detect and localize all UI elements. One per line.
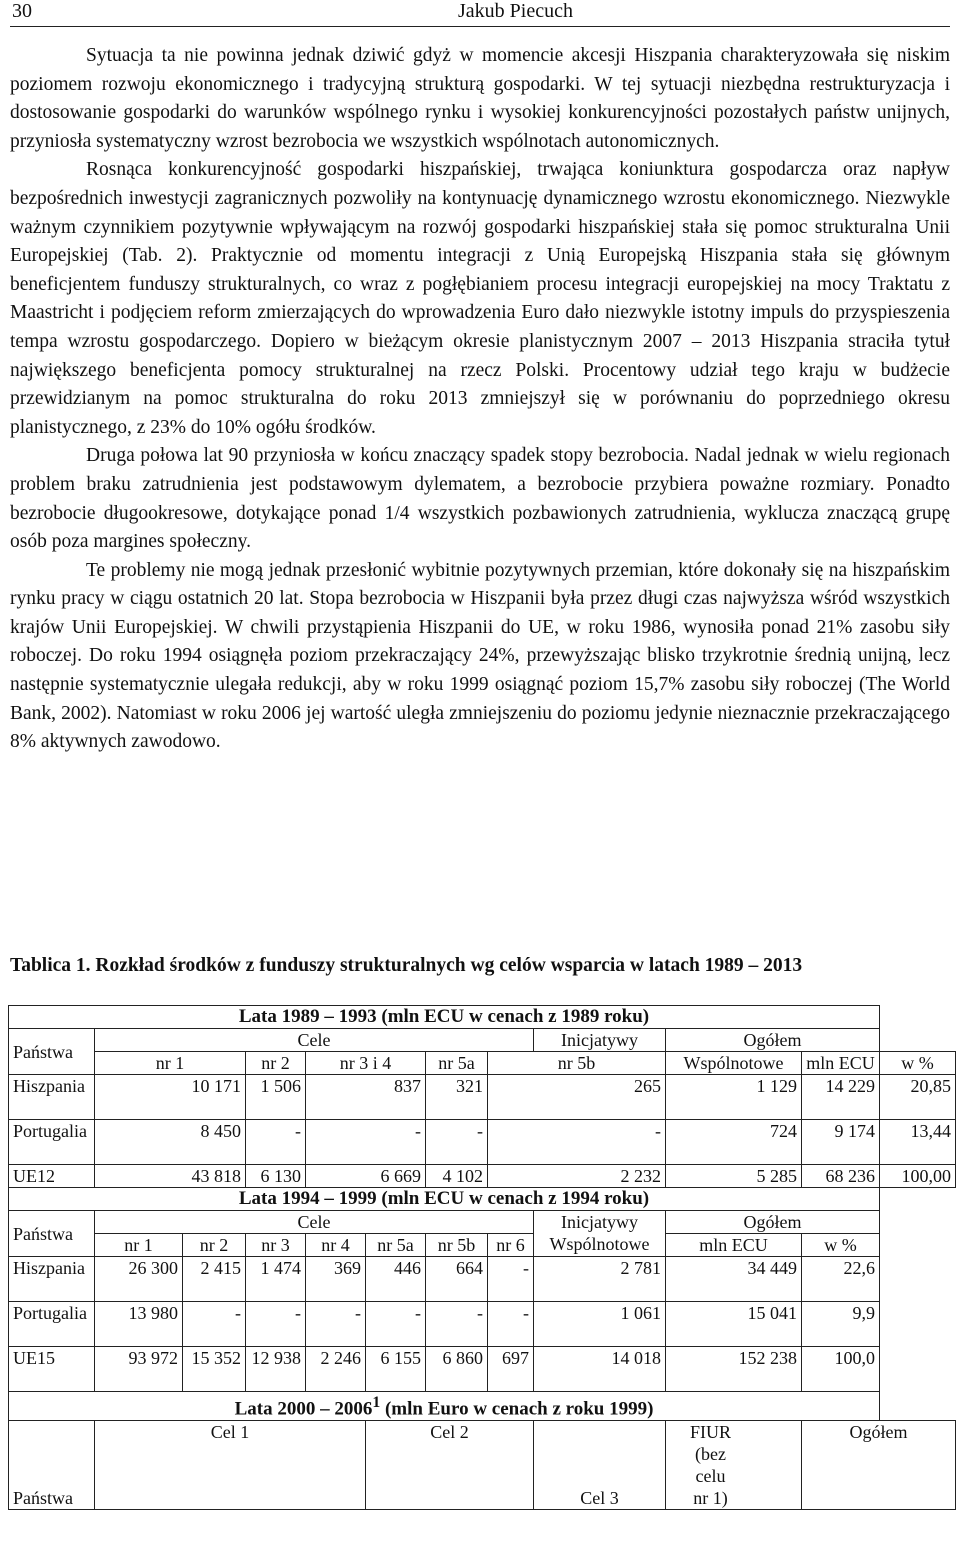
row-label: Portugalia bbox=[9, 1120, 95, 1165]
row-label: UE15 bbox=[9, 1347, 95, 1392]
header-cell: nr 1 bbox=[95, 1052, 246, 1075]
cell: 664 bbox=[426, 1257, 488, 1302]
section-title-text: (mln Euro w cenach z roku 1999) bbox=[380, 1398, 654, 1420]
header-cell bbox=[534, 1211, 666, 1257]
cell: 152 238 bbox=[666, 1347, 802, 1392]
cell: 9 174 bbox=[802, 1120, 880, 1165]
header-cell: w % bbox=[880, 1052, 956, 1075]
table-row bbox=[9, 1165, 956, 1188]
table-row bbox=[9, 1188, 956, 1211]
cell: 100,0 bbox=[802, 1347, 880, 1392]
cell: 446 bbox=[366, 1257, 426, 1302]
header-cell: Cele bbox=[95, 1029, 534, 1052]
cell: 12 938 bbox=[246, 1347, 306, 1392]
paragraph: Rosnąca konkurencyjność gospodarki hiszpańskiej, trwająca koniunktura gospodarcza oraz napływ bezpośrednich inwestycji zagranicznych pozwoliły na kontynuację dynamicznego wzrostu ekonomicznego. Niezwykle ważnym czynnikiem pozytywnie wpływającym na rozwój gospodarki hiszpańskiej stała się pomoc strukturalna Unii Europejskiej (Tab. 2). Praktycznie od momentu integracji z Unią Europejską Hiszpania stała się głównym beneficjentem funduszy strukturalnych, co wraz z pogłębianiem procesu integracji europejskiej na mocy Traktatu z Maastricht i podjęciem reform zmierzających do wprowadzenia Euro dało niezwykle istotny impuls do przyspieszenia tempa wzrostu gospodarczego. Dopiero w bieżącym okresie planistycznym 2007 – 2013 Hiszpania straciła tytuł największego beneficjenta pomocy strukturalnej na rzecz Polski. Procentowy udział tego kraju w budżecie przewidzianym na pomoc strukturalna do roku 2013 zmniejszył się w porównaniu do poprzedniego okresu planistycznego, z 23% do 10% ogółu środków. bbox=[10, 159, 950, 438]
row-label: Portugalia bbox=[9, 1302, 95, 1347]
table-row bbox=[9, 1234, 956, 1257]
header-cell: nr 2 bbox=[183, 1234, 246, 1257]
header-cell: Wspólnotowe bbox=[666, 1052, 802, 1075]
header-cell: nr 5a bbox=[366, 1234, 426, 1257]
cell: - bbox=[488, 1257, 534, 1302]
cell: 265 bbox=[488, 1075, 666, 1120]
cell: 5 285 bbox=[666, 1165, 802, 1188]
cell: 321 bbox=[426, 1075, 488, 1120]
cell: - bbox=[488, 1302, 534, 1347]
cell: 1 061 bbox=[534, 1302, 666, 1347]
header-cell: nr 5a bbox=[426, 1052, 488, 1075]
cell: - bbox=[246, 1302, 306, 1347]
header-cell: Ogółem bbox=[666, 1029, 880, 1052]
header-cell: nr 1 bbox=[95, 1234, 183, 1257]
header-cell: FIUR (bez celu nr 1) bbox=[666, 1421, 802, 1510]
cell: - bbox=[306, 1120, 426, 1165]
header-cell: Państwa bbox=[9, 1029, 95, 1075]
cell: 26 300 bbox=[95, 1257, 183, 1302]
header-cell: nr 6 bbox=[488, 1234, 534, 1257]
header-cell: Ogółem bbox=[666, 1211, 880, 1234]
page-header bbox=[10, 0, 950, 27]
header-cell: Ogółem bbox=[802, 1421, 956, 1510]
cell: 1 506 bbox=[246, 1075, 306, 1120]
cell: - bbox=[426, 1120, 488, 1165]
cell: 15 041 bbox=[666, 1302, 802, 1347]
table-row bbox=[9, 1006, 956, 1029]
header-cell: mln ECU bbox=[666, 1234, 802, 1257]
cell: 2 246 bbox=[306, 1347, 366, 1392]
header-cell: nr 5b bbox=[426, 1234, 488, 1257]
cell: 4 102 bbox=[426, 1165, 488, 1188]
cell: 6 155 bbox=[366, 1347, 426, 1392]
header-cell: mln ECU bbox=[802, 1052, 880, 1075]
section-title bbox=[9, 1392, 880, 1421]
table-row bbox=[9, 1302, 956, 1347]
cell: 6 130 bbox=[246, 1165, 306, 1188]
cell: 1 129 bbox=[666, 1075, 802, 1120]
section-title-text: Lata 2000 – 2006 bbox=[234, 1398, 373, 1420]
cell: - bbox=[183, 1302, 246, 1347]
cell: 369 bbox=[306, 1257, 366, 1302]
page-number: 30 bbox=[12, 0, 32, 22]
table-row bbox=[9, 1421, 956, 1510]
cell: 13,44 bbox=[880, 1120, 956, 1165]
cell: - bbox=[426, 1302, 488, 1347]
cell: 2 781 bbox=[534, 1257, 666, 1302]
cell: 22,6 bbox=[802, 1257, 880, 1302]
header-text: Wspólnotowe bbox=[549, 1234, 650, 1254]
row-label: Hiszpania bbox=[9, 1075, 95, 1120]
cell: 10 171 bbox=[95, 1075, 246, 1120]
header-cell: nr 3 bbox=[246, 1234, 306, 1257]
header-cell: nr 3 i 4 bbox=[306, 1052, 426, 1075]
cell: 2 232 bbox=[488, 1165, 666, 1188]
cell: 9,9 bbox=[802, 1302, 880, 1347]
cell: 15 352 bbox=[183, 1347, 246, 1392]
header-cell: nr 2 bbox=[246, 1052, 306, 1075]
row-label: UE12 bbox=[9, 1165, 95, 1188]
cell: - bbox=[306, 1302, 366, 1347]
body-text bbox=[10, 42, 950, 757]
header-text: Inicjatywy bbox=[561, 1212, 638, 1232]
cell: 2 415 bbox=[183, 1257, 246, 1302]
cell: 6 669 bbox=[306, 1165, 426, 1188]
section-title: Lata 1989 – 1993 (mln ECU w cenach z 1989 roku) bbox=[9, 1006, 880, 1029]
structural-funds-table bbox=[8, 1005, 956, 1510]
header-cell: w % bbox=[802, 1234, 880, 1257]
header-cell: Państwa bbox=[9, 1421, 95, 1510]
cell: 14 229 bbox=[802, 1075, 880, 1120]
cell: 34 449 bbox=[666, 1257, 802, 1302]
cell: 8 450 bbox=[95, 1120, 246, 1165]
cell: 724 bbox=[666, 1120, 802, 1165]
cell: 1 474 bbox=[246, 1257, 306, 1302]
running-head-author: Jakub Piecuch bbox=[458, 0, 573, 22]
table-row bbox=[9, 1120, 956, 1165]
cell: 100,00 bbox=[880, 1165, 956, 1188]
cell: - bbox=[488, 1120, 666, 1165]
header-cell: Cel 2 bbox=[366, 1421, 534, 1510]
cell: - bbox=[246, 1120, 306, 1165]
cell: 14 018 bbox=[534, 1347, 666, 1392]
table-row bbox=[9, 1052, 956, 1075]
table-row bbox=[9, 1257, 956, 1302]
table-row bbox=[9, 1392, 956, 1421]
cell: 68 236 bbox=[802, 1165, 880, 1188]
header-cell: Państwa bbox=[9, 1211, 95, 1257]
header-cell: Inicjatywy bbox=[534, 1029, 666, 1052]
header-cell: Cel 3 bbox=[534, 1421, 666, 1510]
cell: 93 972 bbox=[95, 1347, 183, 1392]
paragraph: Sytuacja ta nie powinna jednak dziwić gdyż w momencie akcesji Hiszpania charakteryzowała się niskim poziomem rozwoju ekonomicznego i tradycyjną strukturą gospodarki. W tej sytuacji niezbędna restrukturyzacja i dostosowanie gospodarki do warunków wspólnego rynku i wysokiej konkurencyjności pozostałych państw unijnych, przyniosła systematyczny wzrost bezrobocia we wszystkich wspólnotach autonomicznych. bbox=[10, 45, 950, 152]
table-row bbox=[9, 1029, 956, 1052]
cell: 20,85 bbox=[880, 1075, 956, 1120]
footnote-mark: 1 bbox=[372, 1394, 381, 1411]
header-cell: Cel 1 bbox=[95, 1421, 366, 1510]
header-cell: nr 5b bbox=[488, 1052, 666, 1075]
header-cell: nr 4 bbox=[306, 1234, 366, 1257]
section-title: Lata 1994 – 1999 (mln ECU w cenach z 1994 roku) bbox=[9, 1188, 880, 1211]
table-row bbox=[9, 1211, 956, 1234]
table-row bbox=[9, 1347, 956, 1392]
table-caption: Tablica 1. Rozkład środków z funduszy strukturalnych wg celów wsparcia w latach 1989 – 2013 bbox=[10, 955, 803, 976]
cell: 837 bbox=[306, 1075, 426, 1120]
cell: 13 980 bbox=[95, 1302, 183, 1347]
cell: 697 bbox=[488, 1347, 534, 1392]
cell: - bbox=[366, 1302, 426, 1347]
paragraph: Te problemy nie mogą jednak przesłonić wybitnie pozytywnych przemian, które dokonały się na hiszpańskim rynku pracy w ciągu ostatnich 20 lat. Stopa bezrobocia w Hiszpanii była przez długi czas najwyższa wśród wszystkich krajów Unii Europejskiej. W chwili przystąpienia Hiszpanii do UE, w roku 1986, wynosiła ponad 21% zasobu siły roboczej. Do roku 1994 osiągnęła poziom przekraczający 24%, przewyższając blisko trzykrotnie średnią unijną, lecz następnie systematycznie ulegała redukcji, aby w roku 1999 osiągnąć poziom 15,7% zasobu siły roboczej (The World Bank, 2002). Natomiast w roku 2006 jej wartość uległa zmniejszeniu do poziomu jedynie nieznacznie przekraczającego 8% aktywnych zawodowo. bbox=[10, 559, 950, 753]
cell: 43 818 bbox=[95, 1165, 246, 1188]
header-cell: Cele bbox=[95, 1211, 534, 1234]
cell: 6 860 bbox=[426, 1347, 488, 1392]
table-row bbox=[9, 1075, 956, 1120]
row-label: Hiszpania bbox=[9, 1257, 95, 1302]
paragraph: Druga połowa lat 90 przyniosła w końcu znaczący spadek stopy bezrobocia. Nadal jednak w wielu regionach problem braku zatrudnienia jest podstawowym dylematem, a bezrobocie przybiera poważne rozmiary. Ponadto bezrobocie długookresowe, dotykające ponad 1/4 wszystkich pozbawionych zatrudnienia, wyklucza znaczącą grupę osób poza margines społeczny. bbox=[10, 445, 950, 553]
